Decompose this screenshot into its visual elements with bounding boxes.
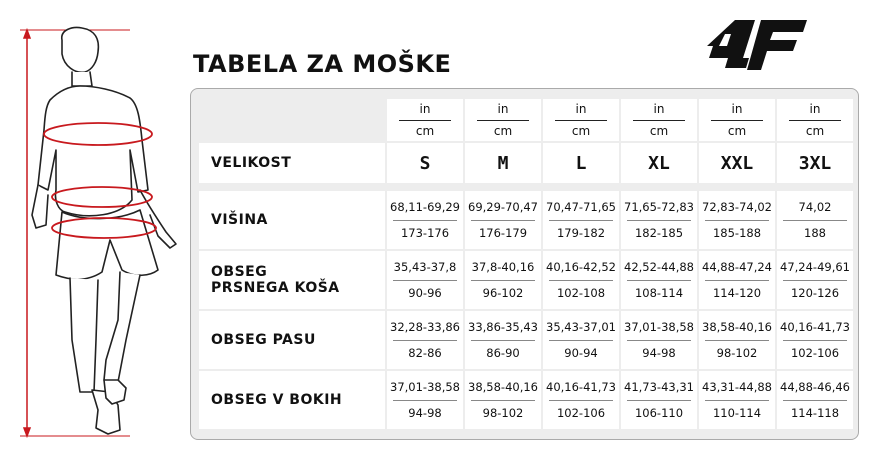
- size-table: [197, 97, 855, 431]
- unit-cm: cm: [727, 123, 747, 138]
- row-label: VIŠINA: [199, 191, 385, 249]
- unit-in: in: [809, 101, 821, 116]
- value-cell: 38,58-40,16 98-102: [699, 311, 775, 369]
- unit-header: [699, 99, 775, 141]
- value-cell: 71,65-72,83 182-185: [621, 191, 697, 249]
- value-cell: 69,29-70,47 176-179: [465, 191, 541, 249]
- unit-cm: cm: [649, 123, 669, 138]
- size-table-card: [190, 88, 859, 440]
- row-label: OBSEG PRSNEGA KOŠA: [199, 251, 385, 309]
- value-cell: 35,43-37,8 90-96: [387, 251, 463, 309]
- value-cell: 32,28-33,86 82-86: [387, 311, 463, 369]
- size-3xl: 3XL: [777, 143, 853, 183]
- value-cell: 38,58-40,16 98-102: [465, 371, 541, 429]
- value-cell: 41,73-43,31 106-110: [621, 371, 697, 429]
- value-cell: 43,31-44,88 110-114: [699, 371, 775, 429]
- value-cell: 40,16-41,73 102-106: [543, 371, 619, 429]
- size-l: L: [543, 143, 619, 183]
- units-row: [199, 99, 853, 141]
- unit-header: [621, 99, 697, 141]
- unit-cm: cm: [805, 123, 825, 138]
- unit-header: [465, 99, 541, 141]
- unit-in: in: [497, 101, 509, 116]
- body-measurement-illustration: [0, 0, 190, 462]
- row-label: OBSEG V BOKIH: [199, 371, 385, 429]
- size-row: [199, 143, 853, 183]
- size-xxl: XXL: [699, 143, 775, 183]
- value-cell: 40,16-42,52 102-108: [543, 251, 619, 309]
- unit-header: [387, 99, 463, 141]
- page-title: TABELA ZA MOŠKE: [193, 50, 452, 78]
- unit-in: in: [575, 101, 587, 116]
- value-cell: 74,02 188: [777, 191, 853, 249]
- unit-cm: cm: [415, 123, 435, 138]
- measurement-row-height: [199, 191, 853, 249]
- value-cell: 44,88-46,46 114-118: [777, 371, 853, 429]
- unit-header: [543, 99, 619, 141]
- row-label: OBSEG PASU: [199, 311, 385, 369]
- value-cell: 44,88-47,24 114-120: [699, 251, 775, 309]
- unit-cm: cm: [571, 123, 591, 138]
- value-cell: 72,83-74,02 185-188: [699, 191, 775, 249]
- empty-corner: [199, 99, 385, 141]
- size-xl: XL: [621, 143, 697, 183]
- value-cell: 70,47-71,65 179-182: [543, 191, 619, 249]
- size-m: M: [465, 143, 541, 183]
- value-cell: 37,01-38,58 94-98: [387, 371, 463, 429]
- value-cell: 37,01-38,58 94-98: [621, 311, 697, 369]
- value-cell: 47,24-49,61 120-126: [777, 251, 853, 309]
- measurement-row-waist: [199, 311, 853, 369]
- value-cell: 40,16-41,73 102-106: [777, 311, 853, 369]
- measurement-row-chest: [199, 251, 853, 309]
- spacer-row: [199, 185, 853, 189]
- unit-in: in: [653, 101, 665, 116]
- value-cell: 37,8-40,16 96-102: [465, 251, 541, 309]
- value-cell: 68,11-69,29 173-176: [387, 191, 463, 249]
- unit-header: [777, 99, 853, 141]
- brand-logo: [705, 18, 810, 73]
- unit-in: in: [731, 101, 743, 116]
- value-cell: 35,43-37,01 90-94: [543, 311, 619, 369]
- size-s: S: [387, 143, 463, 183]
- size-row-label: VELIKOST: [199, 143, 385, 183]
- value-cell: 33,86-35,43 86-90: [465, 311, 541, 369]
- value-cell: 42,52-44,88 108-114: [621, 251, 697, 309]
- measurement-row-hips: [199, 371, 853, 429]
- unit-cm: cm: [493, 123, 513, 138]
- unit-in: in: [419, 101, 431, 116]
